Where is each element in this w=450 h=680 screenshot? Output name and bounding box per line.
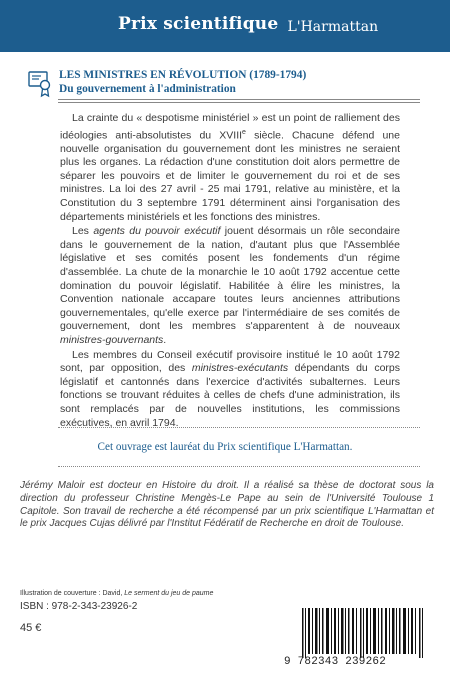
top-banner xyxy=(0,0,450,52)
certificate-icon xyxy=(28,70,52,98)
summary-paragraph: La crainte du « despotisme ministériel » est un point de ralliement des idéologies anti-absolutistes du XVIIIe siècle. Chacune défend une nouvelle organisation du gouvernement dont les ministres ne seraient plus les organes. La rédaction d'une constitution doit alors permettre de séparer les pouvoirs et de limiter le gouvernement du roi et de ses ministres. La loi des 27 avril - 25 mai 1791, relative au ministère, et la Constitution du 3 septembre 1791 déterminent ainsi l'organisation des départements ministériels et les fonctions des ministres. xyxy=(60,112,400,223)
summary-text xyxy=(60,112,400,431)
award-notice: Cet ouvrage est lauréat du Prix scientifique L'Harmattan. xyxy=(97,441,353,453)
book-title: LES MINISTRES EN RÉVOLUTION (1789-1794) xyxy=(59,69,307,81)
book-heading xyxy=(59,68,419,96)
award-top-divider xyxy=(58,427,420,428)
banner-text xyxy=(118,14,378,34)
heading-divider xyxy=(58,99,420,103)
isbn-label: ISBN : 978-2-343-23926-2 xyxy=(20,601,138,612)
summary-paragraph: Les membres du Conseil exécutif provisoire institué le 10 août 1792 sont, par opposition, des ministres-exécutants dépendants du corps législatif et cantonnés dans l'exercice d'activités subalternes. Leurs fonctions se trouvant réduites à celles de chefs d'une administration, ils sont remplacés par de nouvelles institutions, les commissions exécutives, en avril 1794. xyxy=(60,348,400,429)
author-bio: Jérémy Maloir est docteur en Histoire du droit. Il a réalisé sa thèse de doctorat sous la direction du professeur Christine Mengès-Le Pape au sein de l'Université Toulouse 1 Capitole. Son travail de recherche a été récompensé par un prix scientifique L'Harmattan et le prix Jacques Cujas délivré par l'Institut Fédératif de Recherche en droit de Toulouse. xyxy=(20,480,434,530)
summary-paragraph: Les agents du pouvoir exécutif jouent désormais un rôle secondaire dans le gouvernement de la nation, d'autant plus que l'Assemblée législative et ses comités posent les fondements d'un régime d'assemblée. La chute de la monarchie le 10 août 1792 accentue cette domination du pouvoir législatif. Habilitée à élire les ministres, la Convention nationale accapare toutes leurs anciennes attributions gouvernementales, qu'elle exerce par l'intermédiaire de ses comités de gouvernement, dont les membres s'apparentent à de nouveaux ministres-gouvernants. xyxy=(60,225,400,346)
barcode-icon xyxy=(300,608,430,658)
cover-credit: Illustration de couverture : David, Le serment du jeu de paume xyxy=(20,590,214,597)
publisher-logo: L'Harmattan xyxy=(287,19,379,35)
prize-label: Prix scientifique xyxy=(118,14,279,34)
price-label: 45 € xyxy=(20,622,42,634)
award-bottom-divider xyxy=(58,466,420,467)
barcode-digits: 9 782343 239262 xyxy=(284,656,387,668)
book-subtitle: Du gouvernement à l'administration xyxy=(59,83,236,95)
